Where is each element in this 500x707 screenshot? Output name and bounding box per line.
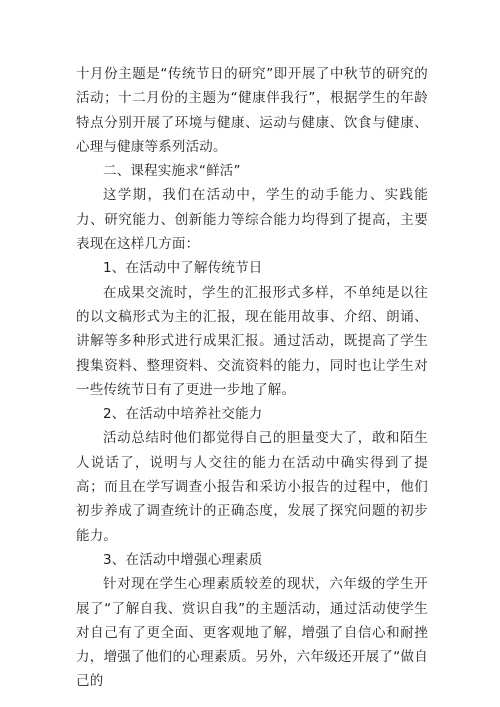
paragraph: 活动总结时他们都觉得自己的胆量变大了，敢和陌生人说话了，说明与人交往的能力在活动中确实得到了提高；而且在学写调查小报告和采访小报告的过程中，他们初步养成了调查统计的正确态度，发展了探究问题的初步能力。 (76, 430, 428, 544)
subheading-1: 1、在活动中了解传统节日 (103, 260, 263, 277)
paragraph: 这学期，我们在活动中，学生的动手能力、实践能力、研究能力、创新能力等综合能力均得到了提高，主要表现在这样几方面： (76, 187, 428, 253)
paragraph: 在成果交流时，学生的汇报形式多样，不单纯是以往的以文稿形式为主的汇报，现在能用故事、介绍、朗诵、讲解等多种形式进行成果汇报。通过活动，既提高了学生搜集资料、整理资料、交流资料的能力，同时也让学生对一些传统节日有了更进一步地了解。 (76, 284, 428, 398)
section-heading-2: 二、课程实施求“鲜活” (103, 163, 241, 180)
subheading-2: 2、在活动中培养社交能力 (103, 406, 263, 423)
subheading-3: 3、在活动中增强心理素质 (103, 551, 263, 568)
paragraph-continued: 十月份主题是“传统节日的研究”即开展了中秋节的研究的活动；十二月份的主题为“健康伴我行”，根据学生的年龄特点分别开展了环境与健康、运动与健康、饮食与健康、心理与健康等系列活动。 (76, 66, 428, 155)
paragraph: 针对现在学生心理素质较差的现状，六年级的学生开展了“了解自我、赏识自我”的主题活动，通过活动使学生对自己有了更全面、更客观地了解，增强了自信心和耐挫力，增强了他们的心理素质。另外，六年级还开展了“做自己的 (76, 576, 428, 690)
document-body (76, 62, 428, 694)
